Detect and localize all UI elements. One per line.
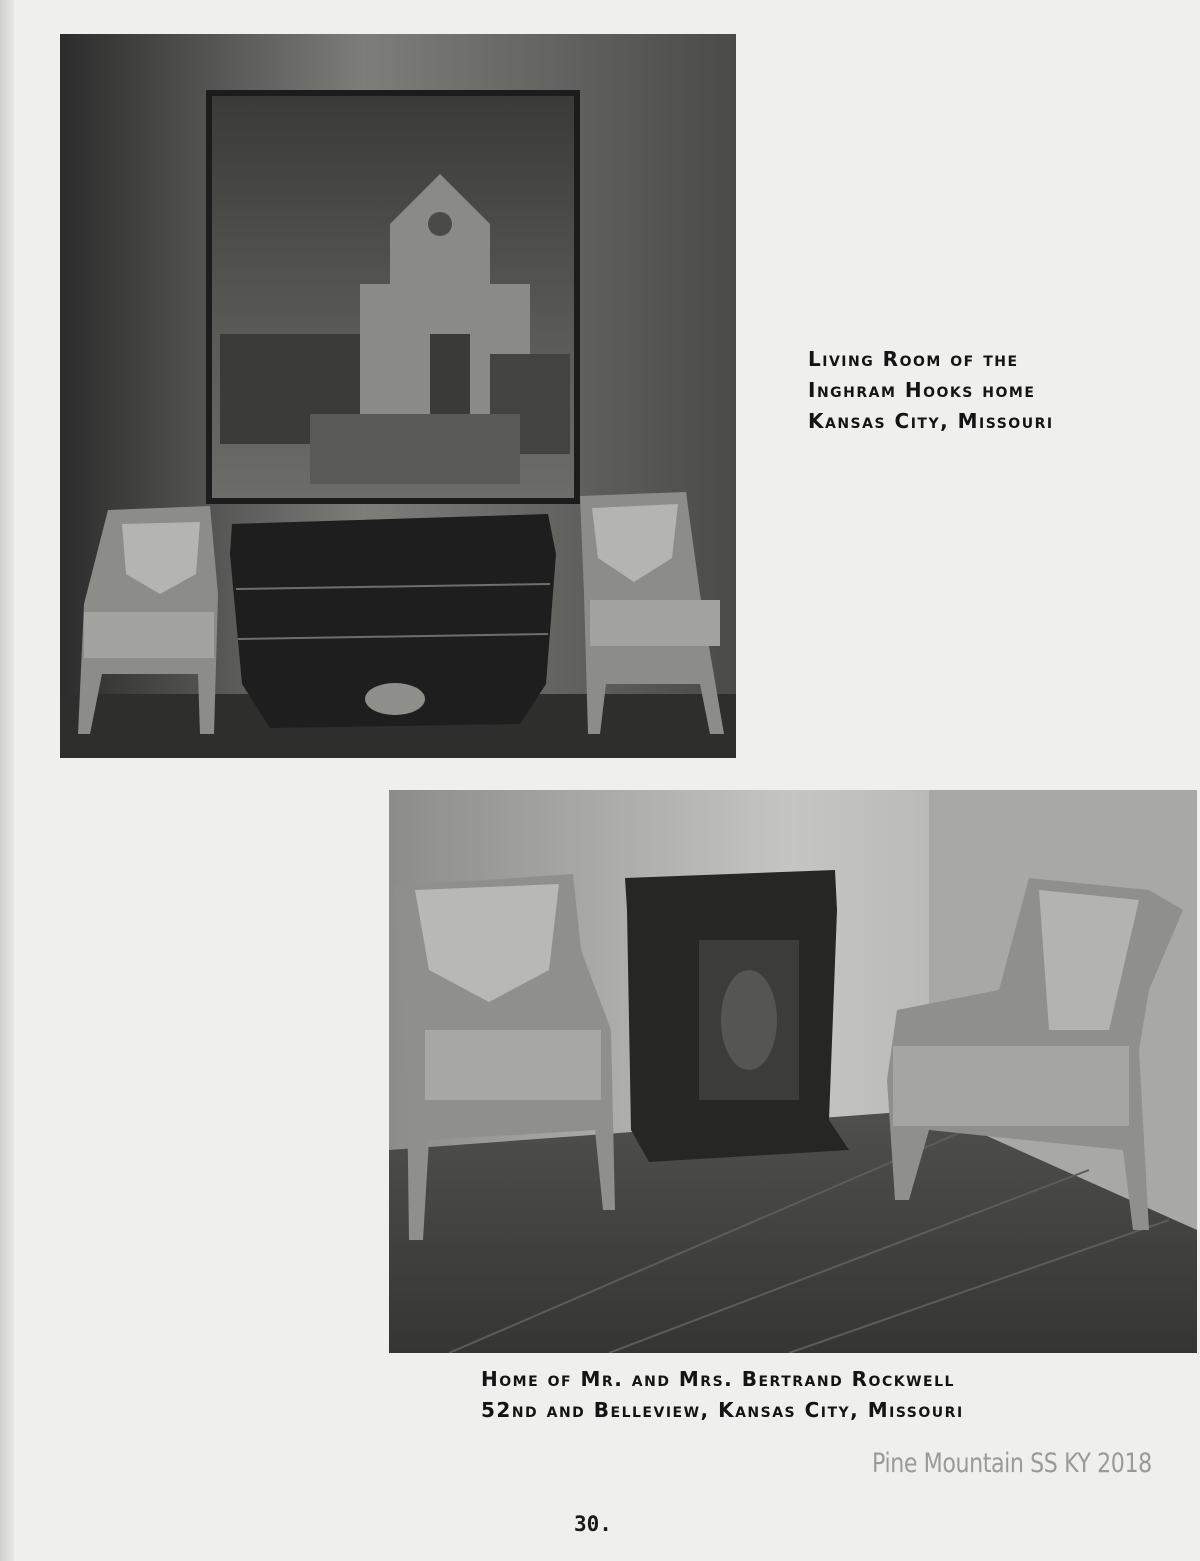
rockwell-home-photo-illustration bbox=[389, 790, 1197, 1353]
page-number: 30. bbox=[574, 1512, 612, 1536]
caption-line: 52nd and Belleview, Kansas City, Missouri bbox=[481, 1398, 964, 1422]
living-room-photo bbox=[60, 34, 736, 758]
living-room-photo-illustration bbox=[60, 34, 736, 758]
watermark: Pine Mountain SS KY 2018 bbox=[872, 1448, 1152, 1479]
caption-line: Living Room of the bbox=[808, 347, 1019, 371]
caption-line: Kansas City, Missouri bbox=[808, 409, 1054, 433]
rockwell-home-caption bbox=[481, 1364, 964, 1426]
rockwell-home-photo bbox=[389, 790, 1197, 1353]
page-gutter-shadow bbox=[0, 0, 14, 1561]
living-room-caption bbox=[808, 344, 1054, 437]
caption-line: Inghram Hooks home bbox=[808, 378, 1036, 402]
caption-line: Home of Mr. and Mrs. Bertrand Rockwell bbox=[481, 1367, 955, 1391]
